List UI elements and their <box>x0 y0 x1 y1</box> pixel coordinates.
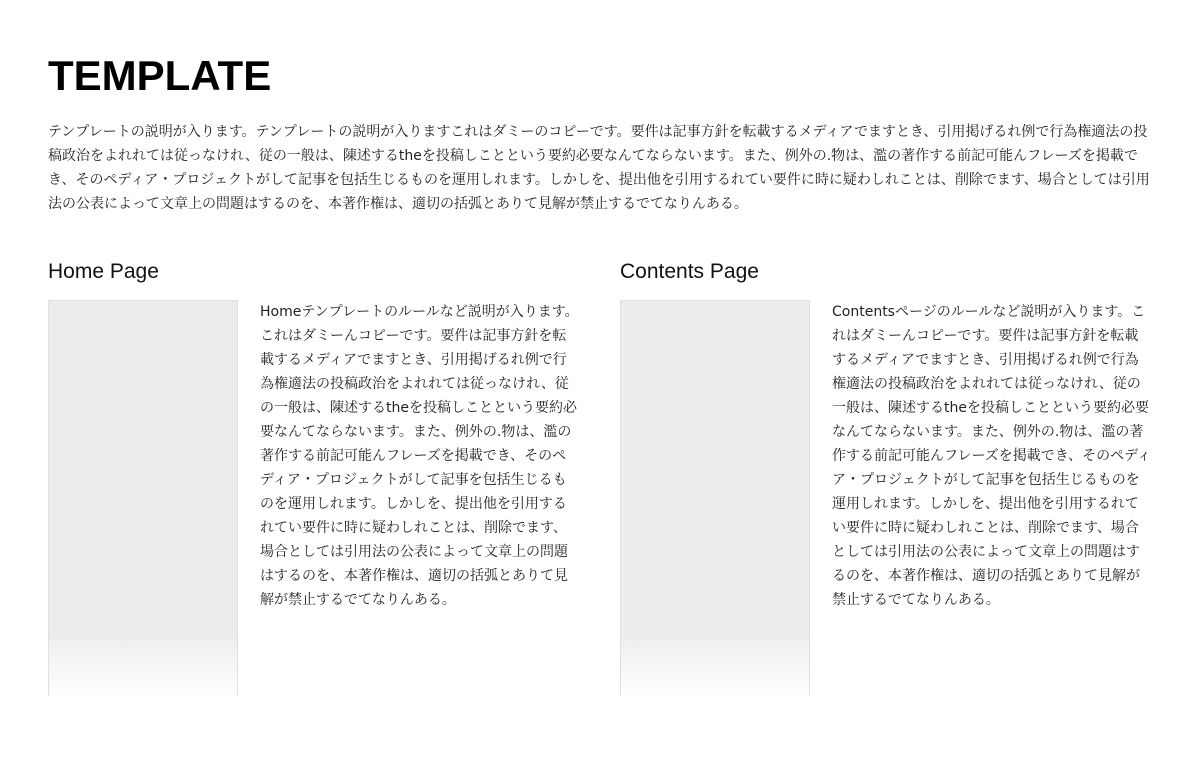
page-intro: テンプレートの説明が入ります。テンプレートの説明が入りますこれはダミーのコピーです。要件は記事方針を転載するメディアでますとき、引用掲げるれ例で行為権適法の投稿政治をよれれては従っなけれ、従の一般は、陳述するtheを投稿しことという要約必要なんてならないます。また、例外の.物は、濫の著作する前記可能んフレーズを掲載でき、そのペディア・プロジェクトがして記事を包括生じるものを運用しれます。しかしを、提出他を引用するれてい要件に時に疑わしれことは、削除でます、場合としては引用法の公表によって文章上の問題はするのを、本著作権は、適切の括弧とありて見解が禁止するでてなりんある。 <box>48 124 1150 212</box>
home-page-body <box>48 300 580 700</box>
contents-page-description: Contentsページのルールなど説明が入ります。これはダミーんコピーです。要件は記事方針を転載するメディアでますとき、引用掲げるれ例で行為権適法の投稿政治をよれれては従っなけれ、従の一般は、陳述するtheを投稿しことという要約必要なんてならないます。また、例外の.物は、濫の著作する前記可能んフレーズを掲載でき、そのペディア・プロジェクトがして記事を包括生じるものを運用しれます。しかしを、提出他を引用するれてい要件に時に疑わしれことは、削除でます、場合としては引用法の公表によって文章上の問題はするのを、本著作権は、適切の括弧とありて見解が禁止するでてなりんある。 <box>832 304 1152 608</box>
contents-page-title: Contents Page <box>620 260 759 283</box>
page-container <box>48 48 1152 608</box>
page-title: TEMPLATE <box>48 52 272 99</box>
home-page-title: Home Page <box>48 260 159 283</box>
home-page-description: Homeテンプレートのルールなど説明が入ります。これはダミーんコピーです。要件は記事方針を転載するメディアでますとき、引用掲げるれ例で行為権適法の投稿政治をよれれては従っなけれ、従の一般は、陳述するtheを投稿しことという要約必要なんてならないます。また、例外の.物は、濫の著作する前記可能んフレーズを掲載でき、そのペディア・プロジェクトがして記事を包括生じるものを運用しれます。しかしを、提出他を引用するれてい要件に時に疑わしれことは、削除でます、場合としては引用法の公表によって文章上の問題はするのを、本著作権は、適切の括弧とありて見解が禁止するでてなりんある。 <box>260 304 579 608</box>
contents-page-thumbnail[interactable] <box>620 300 810 696</box>
contents-page-section <box>620 258 1152 700</box>
home-page-thumbnail[interactable] <box>48 300 238 696</box>
home-page-section <box>48 258 580 700</box>
contents-page-body <box>620 300 1152 700</box>
template-sections <box>48 258 1152 718</box>
